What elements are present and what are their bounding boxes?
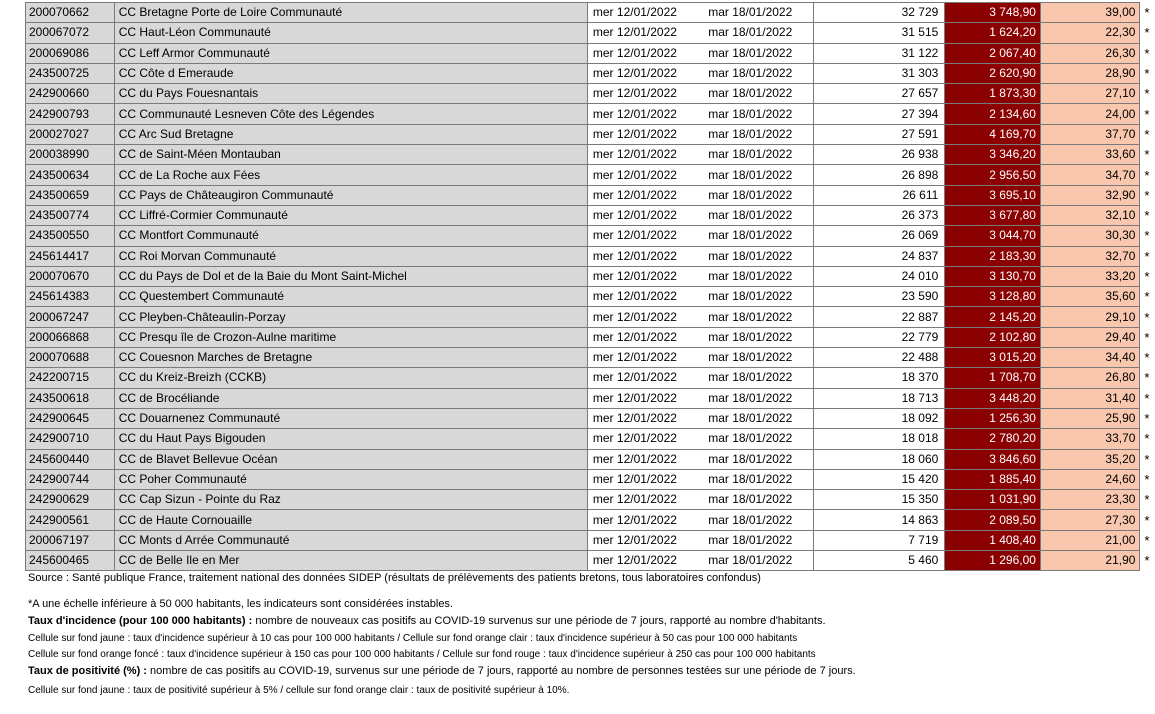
epci-name-cell: CC du Pays de Dol et de la Baie du Mont Saint-Michel bbox=[114, 266, 587, 286]
table-row bbox=[26, 348, 1155, 368]
epci-name-cell: CC de Saint-Méen Montauban bbox=[114, 145, 587, 165]
epci-code-cell: 200067197 bbox=[26, 530, 115, 550]
population-cell: 24 837 bbox=[814, 246, 945, 266]
end-date-cell: mar 18/01/2022 bbox=[705, 43, 814, 63]
epci-name-cell: CC du Kreiz-Breizh (CCKB) bbox=[114, 368, 587, 388]
table-row bbox=[26, 408, 1155, 428]
epci-name-cell: CC de Belle Ile en Mer bbox=[114, 551, 587, 571]
epci-name-cell: CC Arc Sud Bretagne bbox=[114, 124, 587, 144]
positivity-rate-cell: 30,30 bbox=[1040, 226, 1139, 246]
epci-code-cell: 200070670 bbox=[26, 266, 115, 286]
epci-code-cell: 243500725 bbox=[26, 63, 115, 83]
epci-name-cell: CC Roi Morvan Communauté bbox=[114, 246, 587, 266]
epci-code-cell: 242900793 bbox=[26, 104, 115, 124]
table-row bbox=[26, 84, 1155, 104]
table-row bbox=[26, 530, 1155, 550]
end-date-cell: mar 18/01/2022 bbox=[705, 246, 814, 266]
epci-code-cell: 245614417 bbox=[26, 246, 115, 266]
instability-star: * bbox=[1140, 368, 1155, 388]
incidence-rate-cell: 3 044,70 bbox=[945, 226, 1041, 246]
instability-star: * bbox=[1140, 266, 1155, 286]
epci-code-cell: 200066868 bbox=[26, 327, 115, 347]
instability-star: * bbox=[1140, 408, 1155, 428]
start-date-cell: mer 12/01/2022 bbox=[587, 226, 705, 246]
instability-star: * bbox=[1140, 307, 1155, 327]
epci-name-cell: CC Presqu île de Crozon-Aulne maritime bbox=[114, 327, 587, 347]
positivity-rate-cell: 34,40 bbox=[1040, 348, 1139, 368]
instability-star: * bbox=[1140, 84, 1155, 104]
table-row bbox=[26, 43, 1155, 63]
epci-code-cell: 242900645 bbox=[26, 408, 115, 428]
table-row bbox=[26, 226, 1155, 246]
epci-code-cell: 200038990 bbox=[26, 145, 115, 165]
epci-name-cell: CC de Brocéliande bbox=[114, 388, 587, 408]
positivity-legend: Cellule sur fond jaune : taux de positivité supérieur à 5% / cellule sur fond orange clair : taux de positivité supérieur à 10%. bbox=[28, 685, 570, 696]
table-row bbox=[26, 63, 1155, 83]
epci-name-cell: CC Haut-Léon Communauté bbox=[114, 23, 587, 43]
end-date-cell: mar 18/01/2022 bbox=[705, 287, 814, 307]
start-date-cell: mer 12/01/2022 bbox=[587, 63, 705, 83]
positivity-rate-cell: 29,40 bbox=[1040, 327, 1139, 347]
start-date-cell: mer 12/01/2022 bbox=[587, 408, 705, 428]
epci-code-cell: 200070688 bbox=[26, 348, 115, 368]
incidence-rate-cell: 1 624,20 bbox=[945, 23, 1041, 43]
start-date-cell: mer 12/01/2022 bbox=[587, 185, 705, 205]
end-date-cell: mar 18/01/2022 bbox=[705, 165, 814, 185]
epci-code-cell: 243500659 bbox=[26, 185, 115, 205]
positivity-rate-cell: 21,90 bbox=[1040, 551, 1139, 571]
population-cell: 18 370 bbox=[814, 368, 945, 388]
instability-star: * bbox=[1140, 388, 1155, 408]
instability-star: * bbox=[1140, 43, 1155, 63]
epci-name-cell: CC de La Roche aux Fées bbox=[114, 165, 587, 185]
incidence-definition bbox=[28, 614, 826, 629]
end-date-cell: mar 18/01/2022 bbox=[705, 23, 814, 43]
instability-star: * bbox=[1140, 327, 1155, 347]
end-date-cell: mar 18/01/2022 bbox=[705, 226, 814, 246]
population-cell: 18 018 bbox=[814, 429, 945, 449]
table-row bbox=[26, 145, 1155, 165]
epci-name-cell: CC Douarnenez Communauté bbox=[114, 408, 587, 428]
population-cell: 18 060 bbox=[814, 449, 945, 469]
positivity-rate-cell: 22,30 bbox=[1040, 23, 1139, 43]
incidence-rate-cell: 2 956,50 bbox=[945, 165, 1041, 185]
end-date-cell: mar 18/01/2022 bbox=[705, 429, 814, 449]
positivity-definition-text: nombre de cas positifs au COVID-19, survenus sur une période de 7 jours, rapporté au nombre de personnes testées sur une période de 7 jours. bbox=[146, 665, 856, 677]
epci-name-cell: CC Poher Communauté bbox=[114, 469, 587, 489]
start-date-cell: mer 12/01/2022 bbox=[587, 530, 705, 550]
positivity-rate-cell: 35,60 bbox=[1040, 287, 1139, 307]
table-row bbox=[26, 327, 1155, 347]
incidence-rate-cell: 1 408,40 bbox=[945, 530, 1041, 550]
epci-code-cell: 242900710 bbox=[26, 429, 115, 449]
start-date-cell: mer 12/01/2022 bbox=[587, 510, 705, 530]
start-date-cell: mer 12/01/2022 bbox=[587, 145, 705, 165]
instability-note: *A une échelle inférieure à 50 000 habitants, les indicateurs sont considérées instables. bbox=[28, 598, 453, 610]
positivity-rate-cell: 27,30 bbox=[1040, 510, 1139, 530]
positivity-rate-cell: 33,70 bbox=[1040, 429, 1139, 449]
incidence-rate-cell: 2 089,50 bbox=[945, 510, 1041, 530]
positivity-rate-cell: 33,20 bbox=[1040, 266, 1139, 286]
table-row bbox=[26, 510, 1155, 530]
population-cell: 14 863 bbox=[814, 510, 945, 530]
population-cell: 15 420 bbox=[814, 469, 945, 489]
epci-code-cell: 243500618 bbox=[26, 388, 115, 408]
incidence-rate-cell: 1 296,00 bbox=[945, 551, 1041, 571]
positivity-rate-cell: 39,00 bbox=[1040, 3, 1139, 23]
start-date-cell: mer 12/01/2022 bbox=[587, 104, 705, 124]
instability-star: * bbox=[1140, 469, 1155, 489]
incidence-rate-cell: 3 448,20 bbox=[945, 388, 1041, 408]
table-row bbox=[26, 246, 1155, 266]
incidence-rate-cell: 2 145,20 bbox=[945, 307, 1041, 327]
positivity-rate-cell: 31,40 bbox=[1040, 388, 1139, 408]
start-date-cell: mer 12/01/2022 bbox=[587, 246, 705, 266]
incidence-rate-cell: 3 346,20 bbox=[945, 145, 1041, 165]
end-date-cell: mar 18/01/2022 bbox=[705, 205, 814, 225]
epci-code-cell: 243500774 bbox=[26, 205, 115, 225]
start-date-cell: mer 12/01/2022 bbox=[587, 205, 705, 225]
instability-star: * bbox=[1140, 104, 1155, 124]
incidence-legend-2: Cellule sur fond orange foncé : taux d'incidence supérieur à 150 cas pour 100 000 habitants / Cellule sur fond rouge : taux d'incidence supérieur à 250 cas pour 100 000 habitants bbox=[28, 649, 816, 660]
positivity-rate-cell: 27,10 bbox=[1040, 84, 1139, 104]
start-date-cell: mer 12/01/2022 bbox=[587, 327, 705, 347]
instability-star: * bbox=[1140, 348, 1155, 368]
population-cell: 26 373 bbox=[814, 205, 945, 225]
population-cell: 26 938 bbox=[814, 145, 945, 165]
end-date-cell: mar 18/01/2022 bbox=[705, 124, 814, 144]
instability-star: * bbox=[1140, 530, 1155, 550]
epci-code-cell: 242900629 bbox=[26, 490, 115, 510]
incidence-rate-cell: 2 102,80 bbox=[945, 327, 1041, 347]
positivity-rate-cell: 25,90 bbox=[1040, 408, 1139, 428]
positivity-rate-cell: 28,90 bbox=[1040, 63, 1139, 83]
end-date-cell: mar 18/01/2022 bbox=[705, 408, 814, 428]
source-note: Source : Santé publique France, traitement national des données SIDEP (résultats de prélèvements des patients bretons, tous laboratoires confondus) bbox=[28, 572, 761, 584]
table-row bbox=[26, 3, 1155, 23]
start-date-cell: mer 12/01/2022 bbox=[587, 3, 705, 23]
population-cell: 27 394 bbox=[814, 104, 945, 124]
start-date-cell: mer 12/01/2022 bbox=[587, 165, 705, 185]
epci-name-cell: CC Côte d Emeraude bbox=[114, 63, 587, 83]
end-date-cell: mar 18/01/2022 bbox=[705, 530, 814, 550]
table-row bbox=[26, 469, 1155, 489]
positivity-rate-cell: 21,00 bbox=[1040, 530, 1139, 550]
instability-star: * bbox=[1140, 226, 1155, 246]
incidence-rate-cell: 3 748,90 bbox=[945, 3, 1041, 23]
start-date-cell: mer 12/01/2022 bbox=[587, 469, 705, 489]
start-date-cell: mer 12/01/2022 bbox=[587, 23, 705, 43]
incidence-rate-cell: 2 620,90 bbox=[945, 63, 1041, 83]
end-date-cell: mar 18/01/2022 bbox=[705, 348, 814, 368]
population-cell: 26 898 bbox=[814, 165, 945, 185]
epci-name-cell: CC de Haute Cornouaille bbox=[114, 510, 587, 530]
end-date-cell: mar 18/01/2022 bbox=[705, 469, 814, 489]
incidence-rate-cell: 2 183,30 bbox=[945, 246, 1041, 266]
epci-name-cell: CC Montfort Communauté bbox=[114, 226, 587, 246]
instability-star: * bbox=[1140, 145, 1155, 165]
population-cell: 22 488 bbox=[814, 348, 945, 368]
incidence-rate-cell: 4 169,70 bbox=[945, 124, 1041, 144]
table-row bbox=[26, 368, 1155, 388]
epci-name-cell: CC Couesnon Marches de Bretagne bbox=[114, 348, 587, 368]
incidence-rate-cell: 3 846,60 bbox=[945, 449, 1041, 469]
data-table bbox=[25, 2, 1155, 571]
epci-name-cell: CC Pays de Châteaugiron Communauté bbox=[114, 185, 587, 205]
population-cell: 15 350 bbox=[814, 490, 945, 510]
table-row bbox=[26, 104, 1155, 124]
start-date-cell: mer 12/01/2022 bbox=[587, 348, 705, 368]
table-row bbox=[26, 266, 1155, 286]
positivity-rate-cell: 29,10 bbox=[1040, 307, 1139, 327]
positivity-rate-cell: 37,70 bbox=[1040, 124, 1139, 144]
population-cell: 7 719 bbox=[814, 530, 945, 550]
epci-code-cell: 200070662 bbox=[26, 3, 115, 23]
start-date-cell: mer 12/01/2022 bbox=[587, 551, 705, 571]
start-date-cell: mer 12/01/2022 bbox=[587, 307, 705, 327]
incidence-rate-cell: 3 677,80 bbox=[945, 205, 1041, 225]
table-row bbox=[26, 307, 1155, 327]
end-date-cell: mar 18/01/2022 bbox=[705, 145, 814, 165]
instability-star: * bbox=[1140, 246, 1155, 266]
epci-code-cell: 200069086 bbox=[26, 43, 115, 63]
end-date-cell: mar 18/01/2022 bbox=[705, 449, 814, 469]
table-row bbox=[26, 490, 1155, 510]
epci-code-cell: 242900660 bbox=[26, 84, 115, 104]
instability-star: * bbox=[1140, 551, 1155, 571]
incidence-rate-cell: 2 134,60 bbox=[945, 104, 1041, 124]
population-cell: 23 590 bbox=[814, 287, 945, 307]
positivity-rate-cell: 32,90 bbox=[1040, 185, 1139, 205]
incidence-title: Taux d'incidence (pour 100 000 habitants) : bbox=[28, 615, 253, 627]
population-cell: 18 713 bbox=[814, 388, 945, 408]
epci-name-cell: CC du Pays Fouesnantais bbox=[114, 84, 587, 104]
table-body bbox=[26, 3, 1155, 571]
positivity-rate-cell: 35,20 bbox=[1040, 449, 1139, 469]
epci-code-cell: 242900744 bbox=[26, 469, 115, 489]
positivity-rate-cell: 24,00 bbox=[1040, 104, 1139, 124]
population-cell: 27 591 bbox=[814, 124, 945, 144]
table-row bbox=[26, 185, 1155, 205]
epci-name-cell: CC Liffré-Cormier Communauté bbox=[114, 205, 587, 225]
positivity-rate-cell: 24,60 bbox=[1040, 469, 1139, 489]
table-row bbox=[26, 23, 1155, 43]
epci-name-cell: CC Cap Sizun - Pointe du Raz bbox=[114, 490, 587, 510]
population-cell: 31 515 bbox=[814, 23, 945, 43]
positivity-rate-cell: 32,70 bbox=[1040, 246, 1139, 266]
end-date-cell: mar 18/01/2022 bbox=[705, 63, 814, 83]
epci-name-cell: CC Monts d Arrée Communauté bbox=[114, 530, 587, 550]
incidence-legend-1: Cellule sur fond jaune : taux d'incidence supérieur à 10 cas pour 100 000 habitants / Cellule sur fond orange clair : taux d'incidence supérieur à 50 cas pour 100 000 habitants bbox=[28, 633, 798, 644]
instability-star: * bbox=[1140, 490, 1155, 510]
start-date-cell: mer 12/01/2022 bbox=[587, 124, 705, 144]
epci-name-cell: CC Leff Armor Communauté bbox=[114, 43, 587, 63]
instability-star: * bbox=[1140, 449, 1155, 469]
start-date-cell: mer 12/01/2022 bbox=[587, 490, 705, 510]
epci-code-cell: 245600465 bbox=[26, 551, 115, 571]
incidence-rate-cell: 1 708,70 bbox=[945, 368, 1041, 388]
incidence-rate-cell: 2 067,40 bbox=[945, 43, 1041, 63]
end-date-cell: mar 18/01/2022 bbox=[705, 368, 814, 388]
epci-name-cell: CC du Haut Pays Bigouden bbox=[114, 429, 587, 449]
epci-code-cell: 243500550 bbox=[26, 226, 115, 246]
incidence-definition-text: nombre de nouveaux cas positifs au COVID-19 survenus sur une période de 7 jours, rapporté au nombre d'habitants. bbox=[252, 615, 826, 627]
population-cell: 22 779 bbox=[814, 327, 945, 347]
instability-star: * bbox=[1140, 23, 1155, 43]
instability-star: * bbox=[1140, 165, 1155, 185]
population-cell: 27 657 bbox=[814, 84, 945, 104]
table-row bbox=[26, 449, 1155, 469]
table-row bbox=[26, 287, 1155, 307]
end-date-cell: mar 18/01/2022 bbox=[705, 84, 814, 104]
positivity-rate-cell: 34,70 bbox=[1040, 165, 1139, 185]
epci-name-cell: CC Pleyben-Châteaulin-Porzay bbox=[114, 307, 587, 327]
start-date-cell: mer 12/01/2022 bbox=[587, 287, 705, 307]
table-row bbox=[26, 165, 1155, 185]
end-date-cell: mar 18/01/2022 bbox=[705, 307, 814, 327]
population-cell: 32 729 bbox=[814, 3, 945, 23]
instability-star: * bbox=[1140, 510, 1155, 530]
epci-name-cell: CC Bretagne Porte de Loire Communauté bbox=[114, 3, 587, 23]
table-row bbox=[26, 551, 1155, 571]
incidence-rate-cell: 3 128,80 bbox=[945, 287, 1041, 307]
end-date-cell: mar 18/01/2022 bbox=[705, 104, 814, 124]
incidence-rate-cell: 2 780,20 bbox=[945, 429, 1041, 449]
population-cell: 26 611 bbox=[814, 185, 945, 205]
incidence-rate-cell: 1 885,40 bbox=[945, 469, 1041, 489]
positivity-definition bbox=[28, 664, 856, 679]
epci-code-cell: 243500634 bbox=[26, 165, 115, 185]
epci-code-cell: 200027027 bbox=[26, 124, 115, 144]
instability-star: * bbox=[1140, 185, 1155, 205]
positivity-rate-cell: 32,10 bbox=[1040, 205, 1139, 225]
end-date-cell: mar 18/01/2022 bbox=[705, 388, 814, 408]
table-row bbox=[26, 429, 1155, 449]
epci-code-cell: 200067247 bbox=[26, 307, 115, 327]
incidence-rate-cell: 3 130,70 bbox=[945, 266, 1041, 286]
epci-code-cell: 242200715 bbox=[26, 368, 115, 388]
start-date-cell: mer 12/01/2022 bbox=[587, 368, 705, 388]
population-cell: 26 069 bbox=[814, 226, 945, 246]
start-date-cell: mer 12/01/2022 bbox=[587, 388, 705, 408]
end-date-cell: mar 18/01/2022 bbox=[705, 266, 814, 286]
incidence-rate-cell: 3 695,10 bbox=[945, 185, 1041, 205]
instability-star: * bbox=[1140, 429, 1155, 449]
instability-star: * bbox=[1140, 205, 1155, 225]
epci-name-cell: CC de Blavet Bellevue Océan bbox=[114, 449, 587, 469]
positivity-title: Taux de positivité (%) : bbox=[28, 665, 147, 677]
incidence-rate-cell: 1 256,30 bbox=[945, 408, 1041, 428]
epci-code-cell: 200067072 bbox=[26, 23, 115, 43]
incidence-rate-cell: 1 031,90 bbox=[945, 490, 1041, 510]
population-cell: 31 303 bbox=[814, 63, 945, 83]
end-date-cell: mar 18/01/2022 bbox=[705, 327, 814, 347]
end-date-cell: mar 18/01/2022 bbox=[705, 510, 814, 530]
positivity-rate-cell: 26,30 bbox=[1040, 43, 1139, 63]
start-date-cell: mer 12/01/2022 bbox=[587, 84, 705, 104]
epci-code-cell: 245600440 bbox=[26, 449, 115, 469]
population-cell: 22 887 bbox=[814, 307, 945, 327]
end-date-cell: mar 18/01/2022 bbox=[705, 551, 814, 571]
population-cell: 5 460 bbox=[814, 551, 945, 571]
incidence-rate-cell: 1 873,30 bbox=[945, 84, 1041, 104]
start-date-cell: mer 12/01/2022 bbox=[587, 429, 705, 449]
end-date-cell: mar 18/01/2022 bbox=[705, 185, 814, 205]
epci-code-cell: 245614383 bbox=[26, 287, 115, 307]
epci-name-cell: CC Communauté Lesneven Côte des Légendes bbox=[114, 104, 587, 124]
epci-name-cell: CC Questembert Communauté bbox=[114, 287, 587, 307]
epci-code-cell: 242900561 bbox=[26, 510, 115, 530]
start-date-cell: mer 12/01/2022 bbox=[587, 449, 705, 469]
instability-star: * bbox=[1140, 3, 1155, 23]
start-date-cell: mer 12/01/2022 bbox=[587, 266, 705, 286]
positivity-rate-cell: 26,80 bbox=[1040, 368, 1139, 388]
end-date-cell: mar 18/01/2022 bbox=[705, 490, 814, 510]
population-cell: 24 010 bbox=[814, 266, 945, 286]
positivity-rate-cell: 23,30 bbox=[1040, 490, 1139, 510]
population-cell: 31 122 bbox=[814, 43, 945, 63]
start-date-cell: mer 12/01/2022 bbox=[587, 43, 705, 63]
end-date-cell: mar 18/01/2022 bbox=[705, 3, 814, 23]
table-row bbox=[26, 388, 1155, 408]
instability-star: * bbox=[1140, 124, 1155, 144]
incidence-rate-cell: 3 015,20 bbox=[945, 348, 1041, 368]
population-cell: 18 092 bbox=[814, 408, 945, 428]
table-row bbox=[26, 124, 1155, 144]
table-row bbox=[26, 205, 1155, 225]
instability-star: * bbox=[1140, 63, 1155, 83]
positivity-rate-cell: 33,60 bbox=[1040, 145, 1139, 165]
instability-star: * bbox=[1140, 287, 1155, 307]
